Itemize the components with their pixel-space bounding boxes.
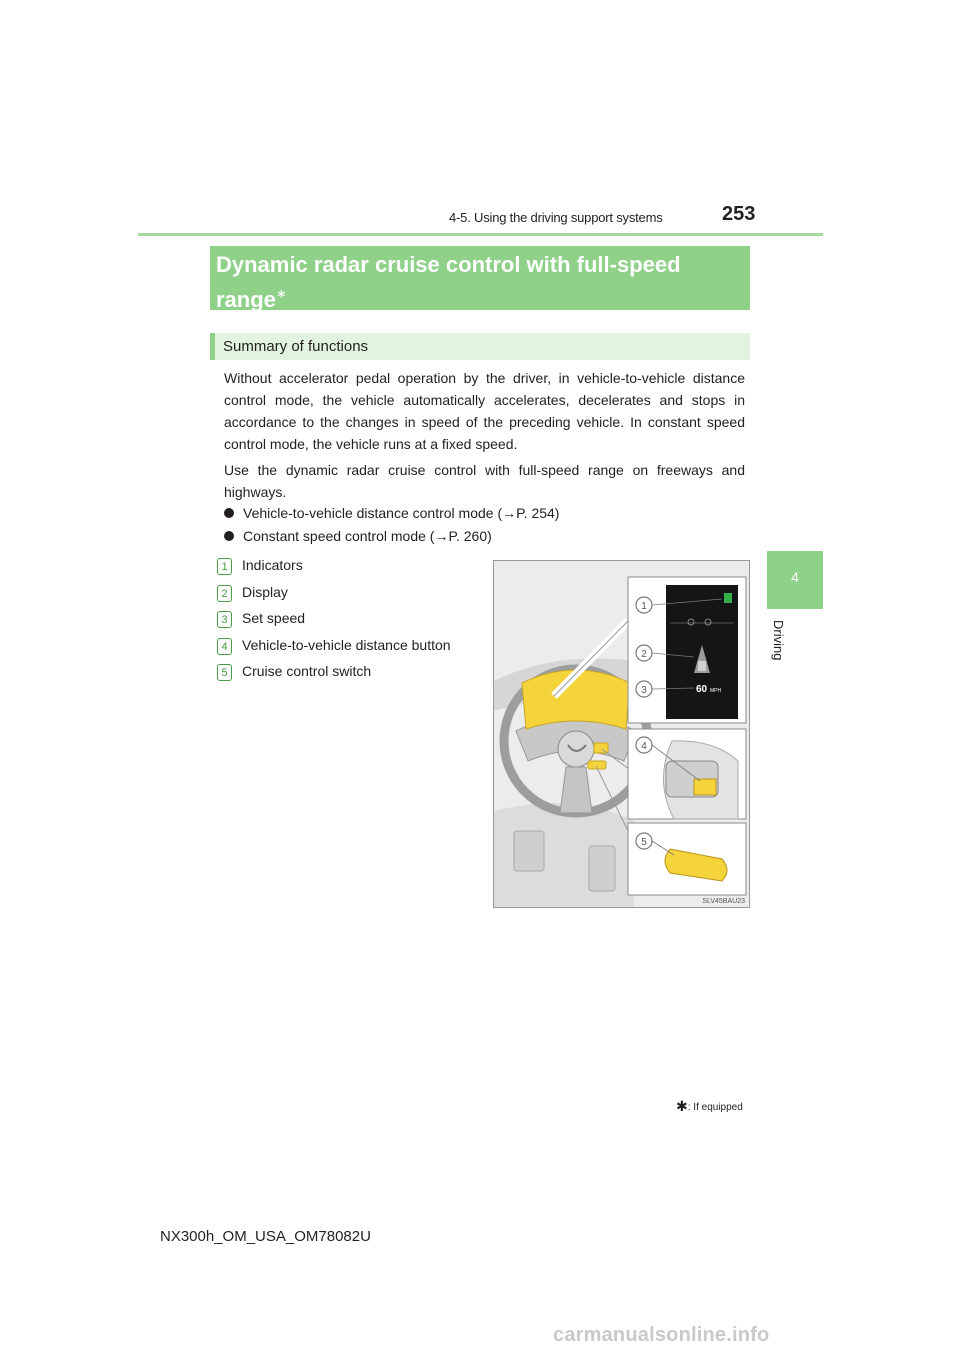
legend-label: Vehicle-to-vehicle distance button bbox=[242, 637, 451, 653]
paragraph-2: Use the dynamic radar cruise control with full-speed range on freeways and highways. bbox=[224, 462, 745, 500]
chapter-tab-number: 4 bbox=[791, 569, 799, 585]
cockpit-illustration bbox=[493, 560, 750, 908]
bullet-item bbox=[224, 505, 559, 521]
section-title-text: Dynamic radar cruise control with full-speed range bbox=[216, 252, 681, 312]
bullet-dot bbox=[224, 508, 234, 518]
chapter-tab-label: Driving bbox=[771, 620, 786, 661]
legend-label: Indicators bbox=[242, 557, 303, 573]
page-number: 253 bbox=[722, 203, 756, 225]
section-title bbox=[216, 250, 696, 314]
bullet-link-text[interactable]: Vehicle-to-vehicle distance control mode (→P. 254) bbox=[243, 505, 560, 521]
svg-text:2: 2 bbox=[641, 649, 647, 660]
speed-unit: MPH bbox=[710, 688, 722, 694]
footnote-star: ✱ bbox=[676, 1098, 688, 1114]
chapter-tab[interactable] bbox=[767, 551, 823, 609]
watermark: carmanualsonline.info bbox=[553, 1324, 770, 1346]
legend-label: Cruise control switch bbox=[242, 663, 372, 679]
subsection-title: Summary of functions bbox=[223, 338, 369, 355]
footnote-text: : If equipped bbox=[687, 1102, 743, 1113]
legend-label: Set speed bbox=[242, 610, 306, 626]
svg-text:4: 4 bbox=[641, 741, 647, 752]
number-badge: 3 bbox=[217, 611, 232, 628]
bullet-item bbox=[224, 528, 492, 544]
number-badge: 1 bbox=[217, 558, 232, 575]
callout-1 bbox=[636, 597, 652, 613]
set-speed-readout: 60 bbox=[696, 684, 708, 695]
callout-3 bbox=[636, 681, 652, 697]
subsection-bar bbox=[210, 333, 215, 360]
legend-label: Display bbox=[242, 584, 288, 600]
bullet-dot bbox=[224, 531, 234, 541]
callout-5 bbox=[636, 833, 652, 849]
cockpit-drawing bbox=[494, 561, 749, 907]
paragraph-1: Without accelerator pedal operation by the driver, in vehicle-to-vehicle distance control mode, the vehicle automatically accelerates, decelerates and stops in accordance to the changes in speed of the preceding vehicle. In constant speed control mode, the vehicle runs at a fixed speed. bbox=[224, 370, 745, 452]
callout-2 bbox=[636, 645, 652, 661]
section-title-box bbox=[210, 246, 750, 310]
number-badge: 4 bbox=[217, 638, 232, 655]
header-rule bbox=[138, 233, 823, 236]
svg-text:1: 1 bbox=[641, 601, 647, 612]
svg-text:5: 5 bbox=[641, 837, 647, 848]
document-code: NX300h_OM_USA_OM78082U bbox=[160, 1228, 371, 1245]
subsection-header bbox=[210, 333, 750, 360]
bullet-link-text[interactable]: Constant speed control mode (→P. 260) bbox=[243, 528, 492, 544]
svg-text:3: 3 bbox=[641, 685, 647, 696]
number-badge: 2 bbox=[217, 585, 232, 602]
figure-code: SLV45BAU23 bbox=[702, 898, 745, 905]
footnote bbox=[676, 1098, 743, 1115]
equipped-asterisk: ∗ bbox=[275, 286, 287, 301]
number-badge: 5 bbox=[217, 664, 232, 681]
callout-4 bbox=[636, 737, 652, 753]
header-section-title: 4-5. Using the driving support systems bbox=[449, 210, 663, 225]
